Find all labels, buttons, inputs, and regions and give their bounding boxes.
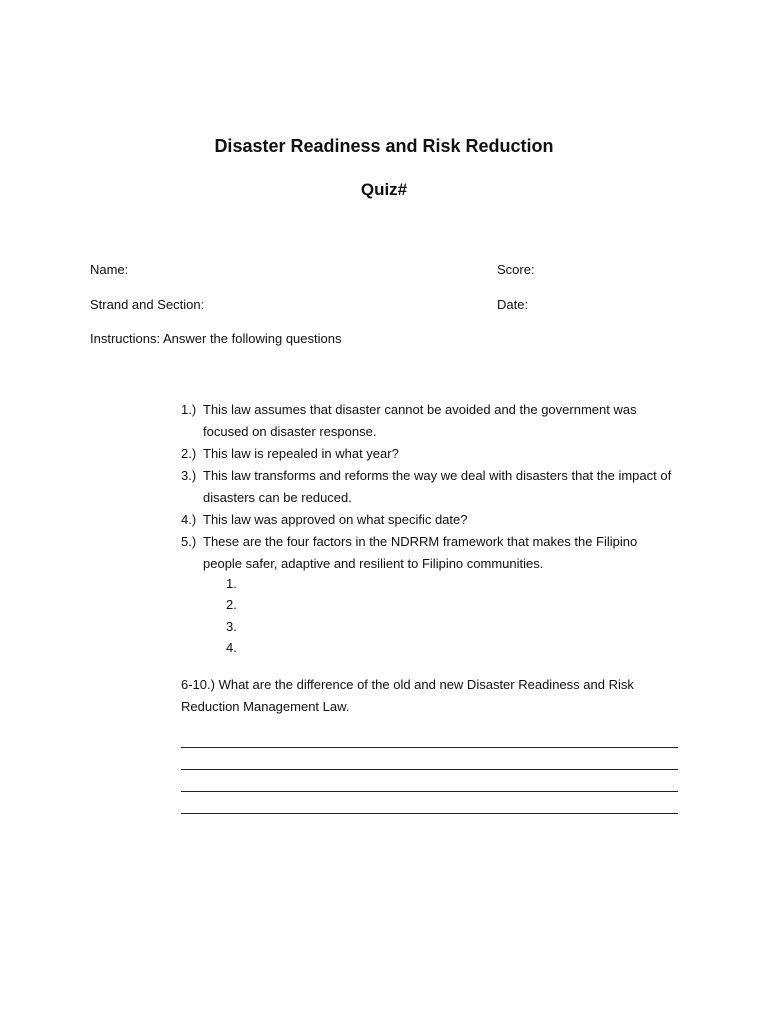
question-text: These are the four factors in the NDRRM framework that makes the Filipino people safer, adaptive and resilient to Filipino communities.	[203, 534, 638, 571]
question-1	[0, 399, 768, 443]
answer-line-1[interactable]	[181, 747, 678, 748]
question-2	[0, 443, 768, 465]
document-title: Disaster Readiness and Risk Reduction	[214, 136, 554, 156]
factor-item-3: 3.	[226, 619, 237, 634]
factor-item-2: 2.	[226, 597, 237, 612]
factor-item-4: 4.	[226, 640, 237, 655]
name-label: Name:	[90, 262, 129, 277]
question-text: This law transforms and reforms the way we deal with disasters that the impact of disasters can be reduced.	[203, 468, 672, 505]
strand-section-label: Strand and Section:	[90, 297, 205, 312]
factor-item-1: 1.	[226, 576, 237, 591]
question-text: This law was approved on what specific date?	[203, 512, 468, 527]
question-number: 4.)	[181, 512, 197, 527]
quiz-heading: Quiz#	[360, 180, 408, 199]
date-label: Date:	[497, 297, 529, 312]
question-number: 5.)	[181, 534, 197, 549]
question-number: 1.)	[181, 402, 197, 417]
answer-line-4[interactable]	[181, 813, 678, 814]
question-text: This law is repealed in what year?	[203, 446, 399, 461]
answer-line-2[interactable]	[181, 769, 678, 770]
score-label: Score:	[497, 262, 535, 277]
essay-question: 6-10.) What are the difference of the old and new Disaster Readiness and Risk Reduction Management Law.	[181, 677, 634, 714]
answer-line-3[interactable]	[181, 791, 678, 792]
instructions-text: Instructions: Answer the following questions	[90, 331, 342, 346]
question-4	[0, 509, 768, 531]
question-number: 2.)	[181, 446, 197, 461]
question-text: This law assumes that disaster cannot be avoided and the government was focused on disaster response.	[203, 402, 637, 439]
question-3	[0, 465, 768, 509]
question-5	[0, 531, 768, 575]
question-number: 3.)	[181, 468, 197, 483]
